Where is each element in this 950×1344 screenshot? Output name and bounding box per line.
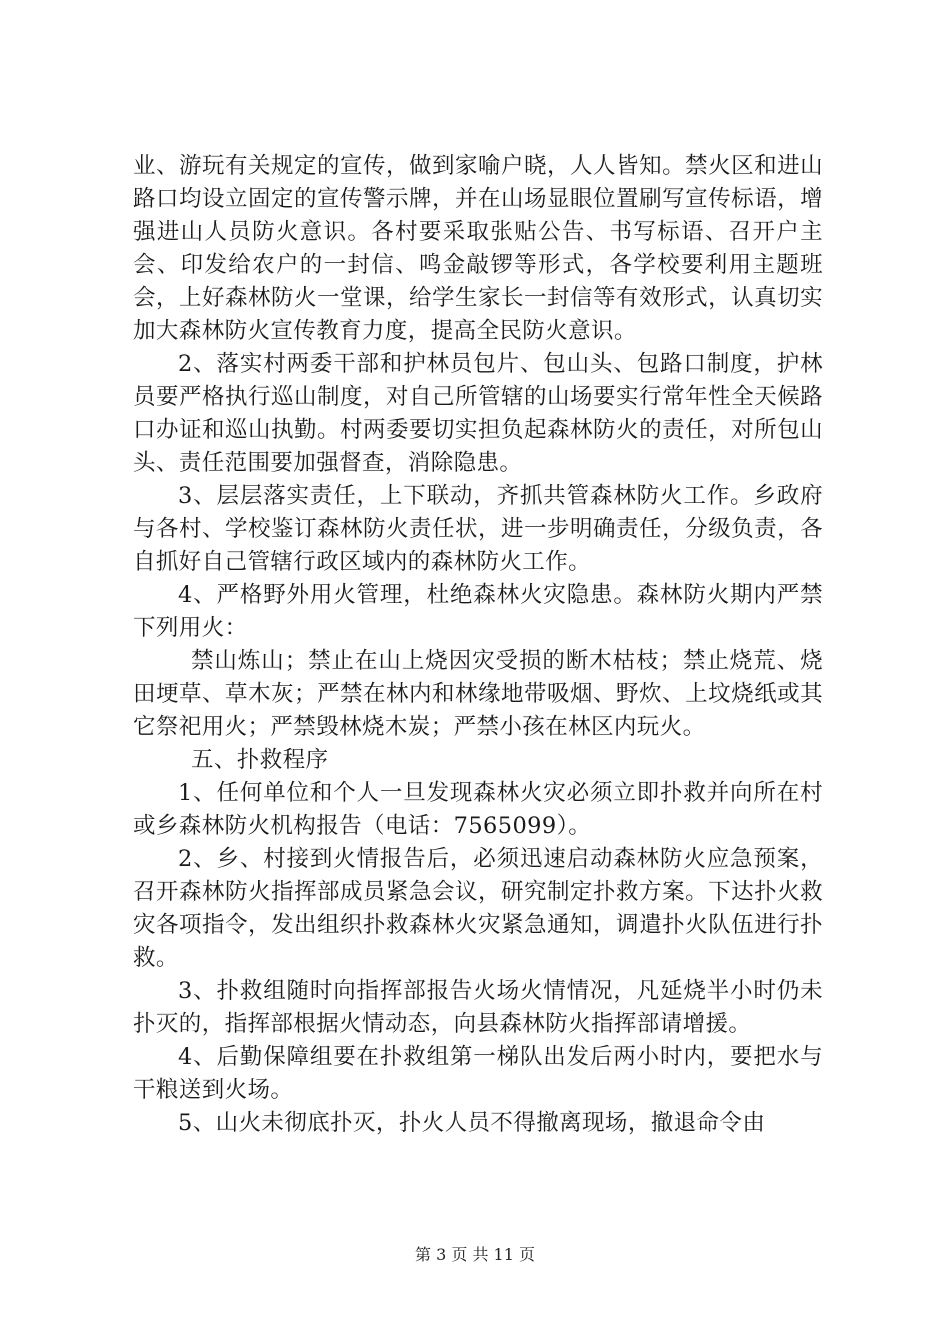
paragraph-rescue-2: 2、乡、村接到火情报告后，必须迅速启动森林防火应急预案，召开森林防火指挥部成员紧急会议，研究制定扑救方案。下达扑火救灾各项指令，发出组织扑救森林火灾紧急通知，调遣扑火队伍进行扑救。	[133, 846, 823, 971]
paragraph-item-3: 3、层层落实责任，上下联动，齐抓共管森林防火工作。乡政府与各村、学校鉴订森林防火责任状，进一步明确责任，分级负责，各自抓好自己管辖行政区域内的森林防火工作。	[133, 483, 823, 575]
paragraph-rescue-4: 4、后勤保障组要在扑救组第一梯队出发后两小时内，要把水与干粮送到火场。	[133, 1044, 823, 1103]
paragraph-publicity: 业、游玩有关规定的宣传，做到家喻户晓，人人皆知。禁火区和进山路口均设立固定的宣传警示牌，并在山场显眼位置刷写宣传标语，增强进山人员防火意识。各村要采取张贴公告、书写标语、召开户主会、印发给农户的一封信、鸣金敲锣等形式，各学校要利用主题班会，上好森林防火一堂课，给学生家长一封信等有效形式，认真切实加大森林防火宣传教育力度，提高全民防火意识。	[133, 153, 823, 344]
paragraph-item-4: 4、严格野外用火管理，杜绝森林火灾隐患。森林防火期内严禁下列用火：	[133, 582, 823, 641]
paragraph-rescue-5: 5、山火未彻底扑灭，扑火人员不得撤离现场，撤退命令由	[178, 1110, 766, 1136]
paragraph-rescue-1: 1、任何单位和个人一旦发现森林火灾必须立即扑救并向所在村或乡森林防火机构报告（电话：7565099）。	[133, 780, 823, 839]
paragraph-item-2: 2、落实村两委干部和护林员包片、包山头、包路口制度，护林员要严格执行巡山制度，对自己所管辖的山场要实行常年性全天候路口办证和巡山执勤。村两委要切实担负起森林防火的责任，对所包山头、责任范围要加强督查，消除隐患。	[133, 351, 823, 476]
section-heading-rescue-procedure: 五、扑救程序	[191, 747, 329, 773]
page-footer: 第 3 页 共 11 页	[415, 1245, 535, 1264]
document-body	[133, 150, 823, 1140]
paragraph-rescue-3: 3、扑救组随时向指挥部报告火场火情情况，凡延烧半小时仍未扑灭的，指挥部根据火情动态，向县森林防火指挥部请增援。	[133, 978, 823, 1037]
paragraph-fire-bans: 禁山炼山；禁止在山上烧因灾受损的断木枯枝；禁止烧荒、烧田埂草、草木灰；严禁在林内和林缘地带吸烟、野炊、上坟烧纸或其它祭祀用火；严禁毁林烧木炭；严禁小孩在林区内玩火。	[133, 648, 823, 740]
